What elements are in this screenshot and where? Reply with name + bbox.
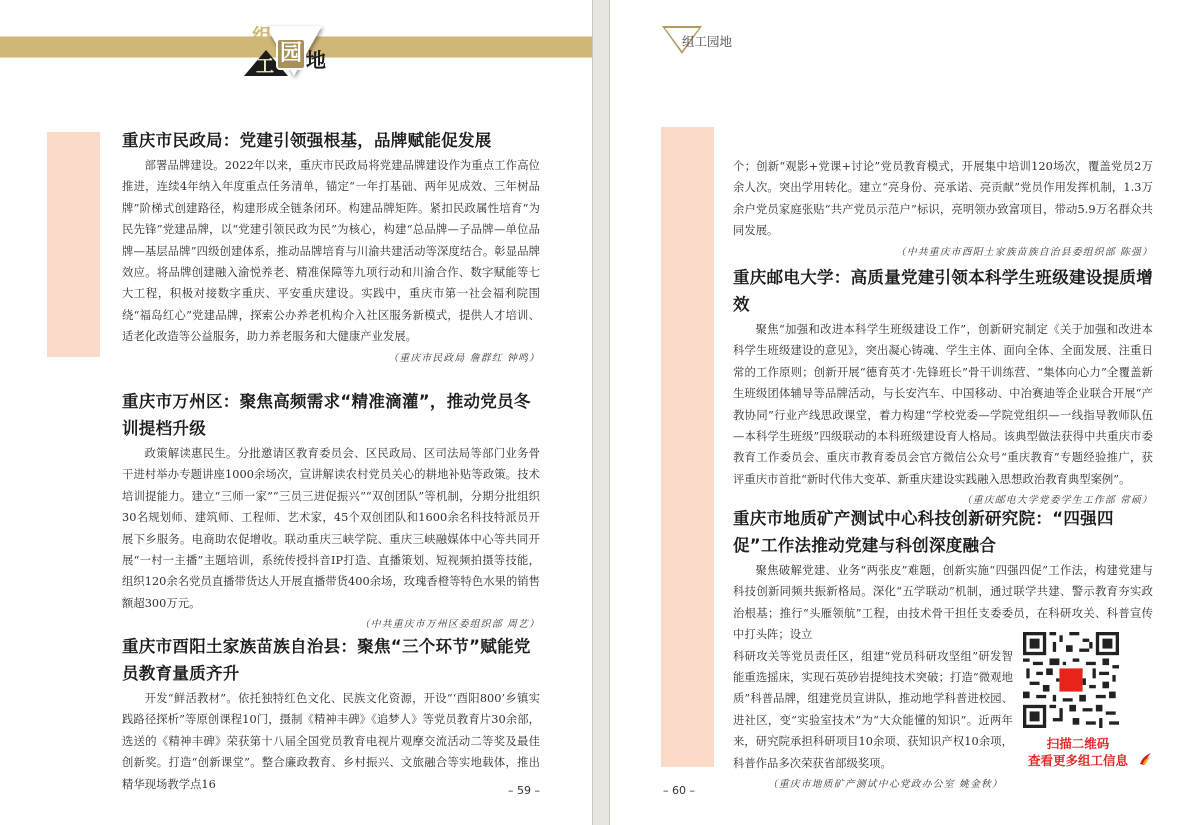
article-source: （重庆邮电大学党委学生工作部 常硕） [961,495,1153,507]
article [122,388,540,636]
left-page [0,0,592,825]
flame-emblem-icon [1138,752,1152,766]
article-body: 部署品牌建设。2022年以来，重庆市民政局将党建品牌建设作为重点工作高位推进，连续4年纳入年度重点任务清单，锚定“一年打基础、两年见成效、三年树品牌”阶梯式创建路径，构建形成全链条闭环。构建品牌矩阵。紧扣民政属性培育“为民先锋”党建品牌，以“党建引领民政为民”为核心，构建“总品牌—子品牌—单位品牌—基层品牌”四级创建体系，推动品牌培育与川渝共建活动等深度结合。彰显品牌效应。将品牌创建融入渝悦养老、精准保障等九项行动和川渝合作、数字赋能等七大工程，积极对接数字重庆、平安重庆建设。实践中，重庆市第一社会福利院围绕“福岛红心”党建品牌，探索公办养老机构介入社区服务新模式，提供人才培训、适老化改造等公益服务，助力养老服务和大健康产业发展。 [122,159,540,344]
article [122,127,540,370]
article [733,264,1153,512]
logo-char: 工 [256,56,274,77]
page-number: – 60 – [663,784,695,797]
article-source: （中共重庆市酉阳土家族苗族自治县委组织部 陈强） [895,246,1153,258]
article-body: 聚焦破解党建、业务“两张皮”难题，创新实施“四强四促”工作法，构建党建与科技创新同频共振新格局。深化“五学联动”机制，通过联学共建、警示教育夯实政治根基；推行“头雁领航”工程，由技术骨干担任支委委员，在科研攻关、科普宣传中打头阵；设立 [733,564,1153,642]
article-title: 重庆市酉阳土家族苗族自治县：聚焦“三个环节”赋能党员教育量质齐升 [122,637,531,683]
article-title: 重庆市民政局：党建引领强根基，品牌赋能促发展 [122,131,492,150]
article-source: （重庆市民政局 詹群红 钟鸣） [388,352,540,364]
qr-caption [1003,735,1153,769]
article-title: 重庆邮电大学：高质量党建引领本科学生班级建设提质增效 [733,268,1153,314]
article [122,633,540,795]
article-body: 聚焦“加强和改进本科学生班级建设工作”，创新研究制定《关于加强和改进本科学生班级建设的意见》，突出凝心铸魂、学生主体、面向全体、全面发展、注重日常的工作原则；创新开展“德育英才·先锋班长”骨干训练营、“集体向心力”全覆盖新生班级团体辅导等品牌活动，与长安汽车、中国移动、中冶赛迪等企业联合开展“产教协同”行业产线思政课堂，着力构建“学校党委—学院党组织—一线指导教师队伍—本科学生班级”四级联动的本科班级建设育人格局。该典型做法获得中共重庆市委教育工作委员会、重庆市教育委员会官方微信公众号“重庆教育”专题经验推广，获评重庆市首批“新时代伟大变革、新重庆建设实践融入思想政治教育典型案例”。 [733,323,1153,486]
page-number: – 59 – [508,784,540,797]
article-body-continued: 科研攻关等党员责任区，组建“党员科研攻坚组”研发智能重选摇床，实现石英砂岩提纯技术突破；打造“微观地质”科普品牌，组建党员宣讲队，推动地学科普进校园、进社区，变“实验室技术”为“大众能懂的知识”。近两年来，研究院承担科研项目10余项、获知识产权10余项，科普作品多次荣获省部级奖项。 [733,649,1013,770]
article-source: （中共重庆市万州区委组织部 周艺） [359,619,540,631]
logo-char: 地 [306,48,326,72]
decorative-side-bar [661,127,714,767]
decorative-side-bar [47,132,100,357]
article-continued [733,156,1153,264]
column-logo [242,12,326,84]
qr-caption-line2: 查看更多组工信息 [1027,753,1128,768]
logo-char: 园 [276,38,306,70]
qr-code-icon[interactable] [1019,632,1123,728]
article-body: 开发“鲜活教材”。依托独特红色文化、民族文化资源，开设“‘酉阳800’乡镇实践路径探析”等原创课程10门，摄制《精神丰碑》《追梦人》等党员教育片30余部，选送的《精神丰碑》荣获第十八届全国党员教育电视片观摩交流活动二等奖及最佳创新奖。打造“创新课堂”。整合廉政教育、乡村振兴、文旅融合等实地载体，推出精华现场教学点16 [122,692,540,791]
article-body: 政策解读惠民生。分批邀请区教育委员会、区民政局、区司法局等部门业务骨干进村举办专题讲座1000余场次，宣讲解读农村党员关心的耕地补贴等政策。技术培训提能力。建立“三师一家”“三员三进促振兴”“双创团队”等机制，分期分批组织30名规划师、建筑师、工程师、艺术家，45个双创团队和1600余名科技特派员开展下乡服务。电商助农促增收。联动重庆三峡学院、重庆三峡融媒体中心等共同开展“一村一主播”主题培训，系统传授抖音IP打造、直播策划、短视频拍摄等技能，组织120余名党员直播带货达人开展直播带货400余场，玫瑰香橙等特色水果的销售额超300万元。 [122,447,540,610]
book-gutter [592,0,610,825]
qr-caption-line1: 扫描二维码 [1046,736,1110,751]
article-title: 重庆市万州区：聚焦高频需求“精准滴灌”，推动党员冬训提档升级 [122,392,531,438]
article-body: 个；创新“观影+党课+讨论”党员教育模式，开展集中培训120场次，覆盖党员2万余人次。突出学用转化。建立“亮身份、亮承诺、亮贡献”党员作用发挥机制，1.3万余户党员家庭张贴“共产党员示范户”标识，亮明领办致富项目，带动5.9万名群众共同发展。 [733,160,1153,238]
right-page [610,0,1191,825]
logo-char: 组 [252,24,272,48]
article-source: （重庆市地质矿产测试中心党政办公室 姚金秋） [767,779,1003,791]
article-title: 重庆市地质矿产测试中心科技创新研究院：“四强四促”工作法推动党建与科创深度融合 [733,509,1114,555]
running-header-label: 组工园地 [682,34,733,49]
